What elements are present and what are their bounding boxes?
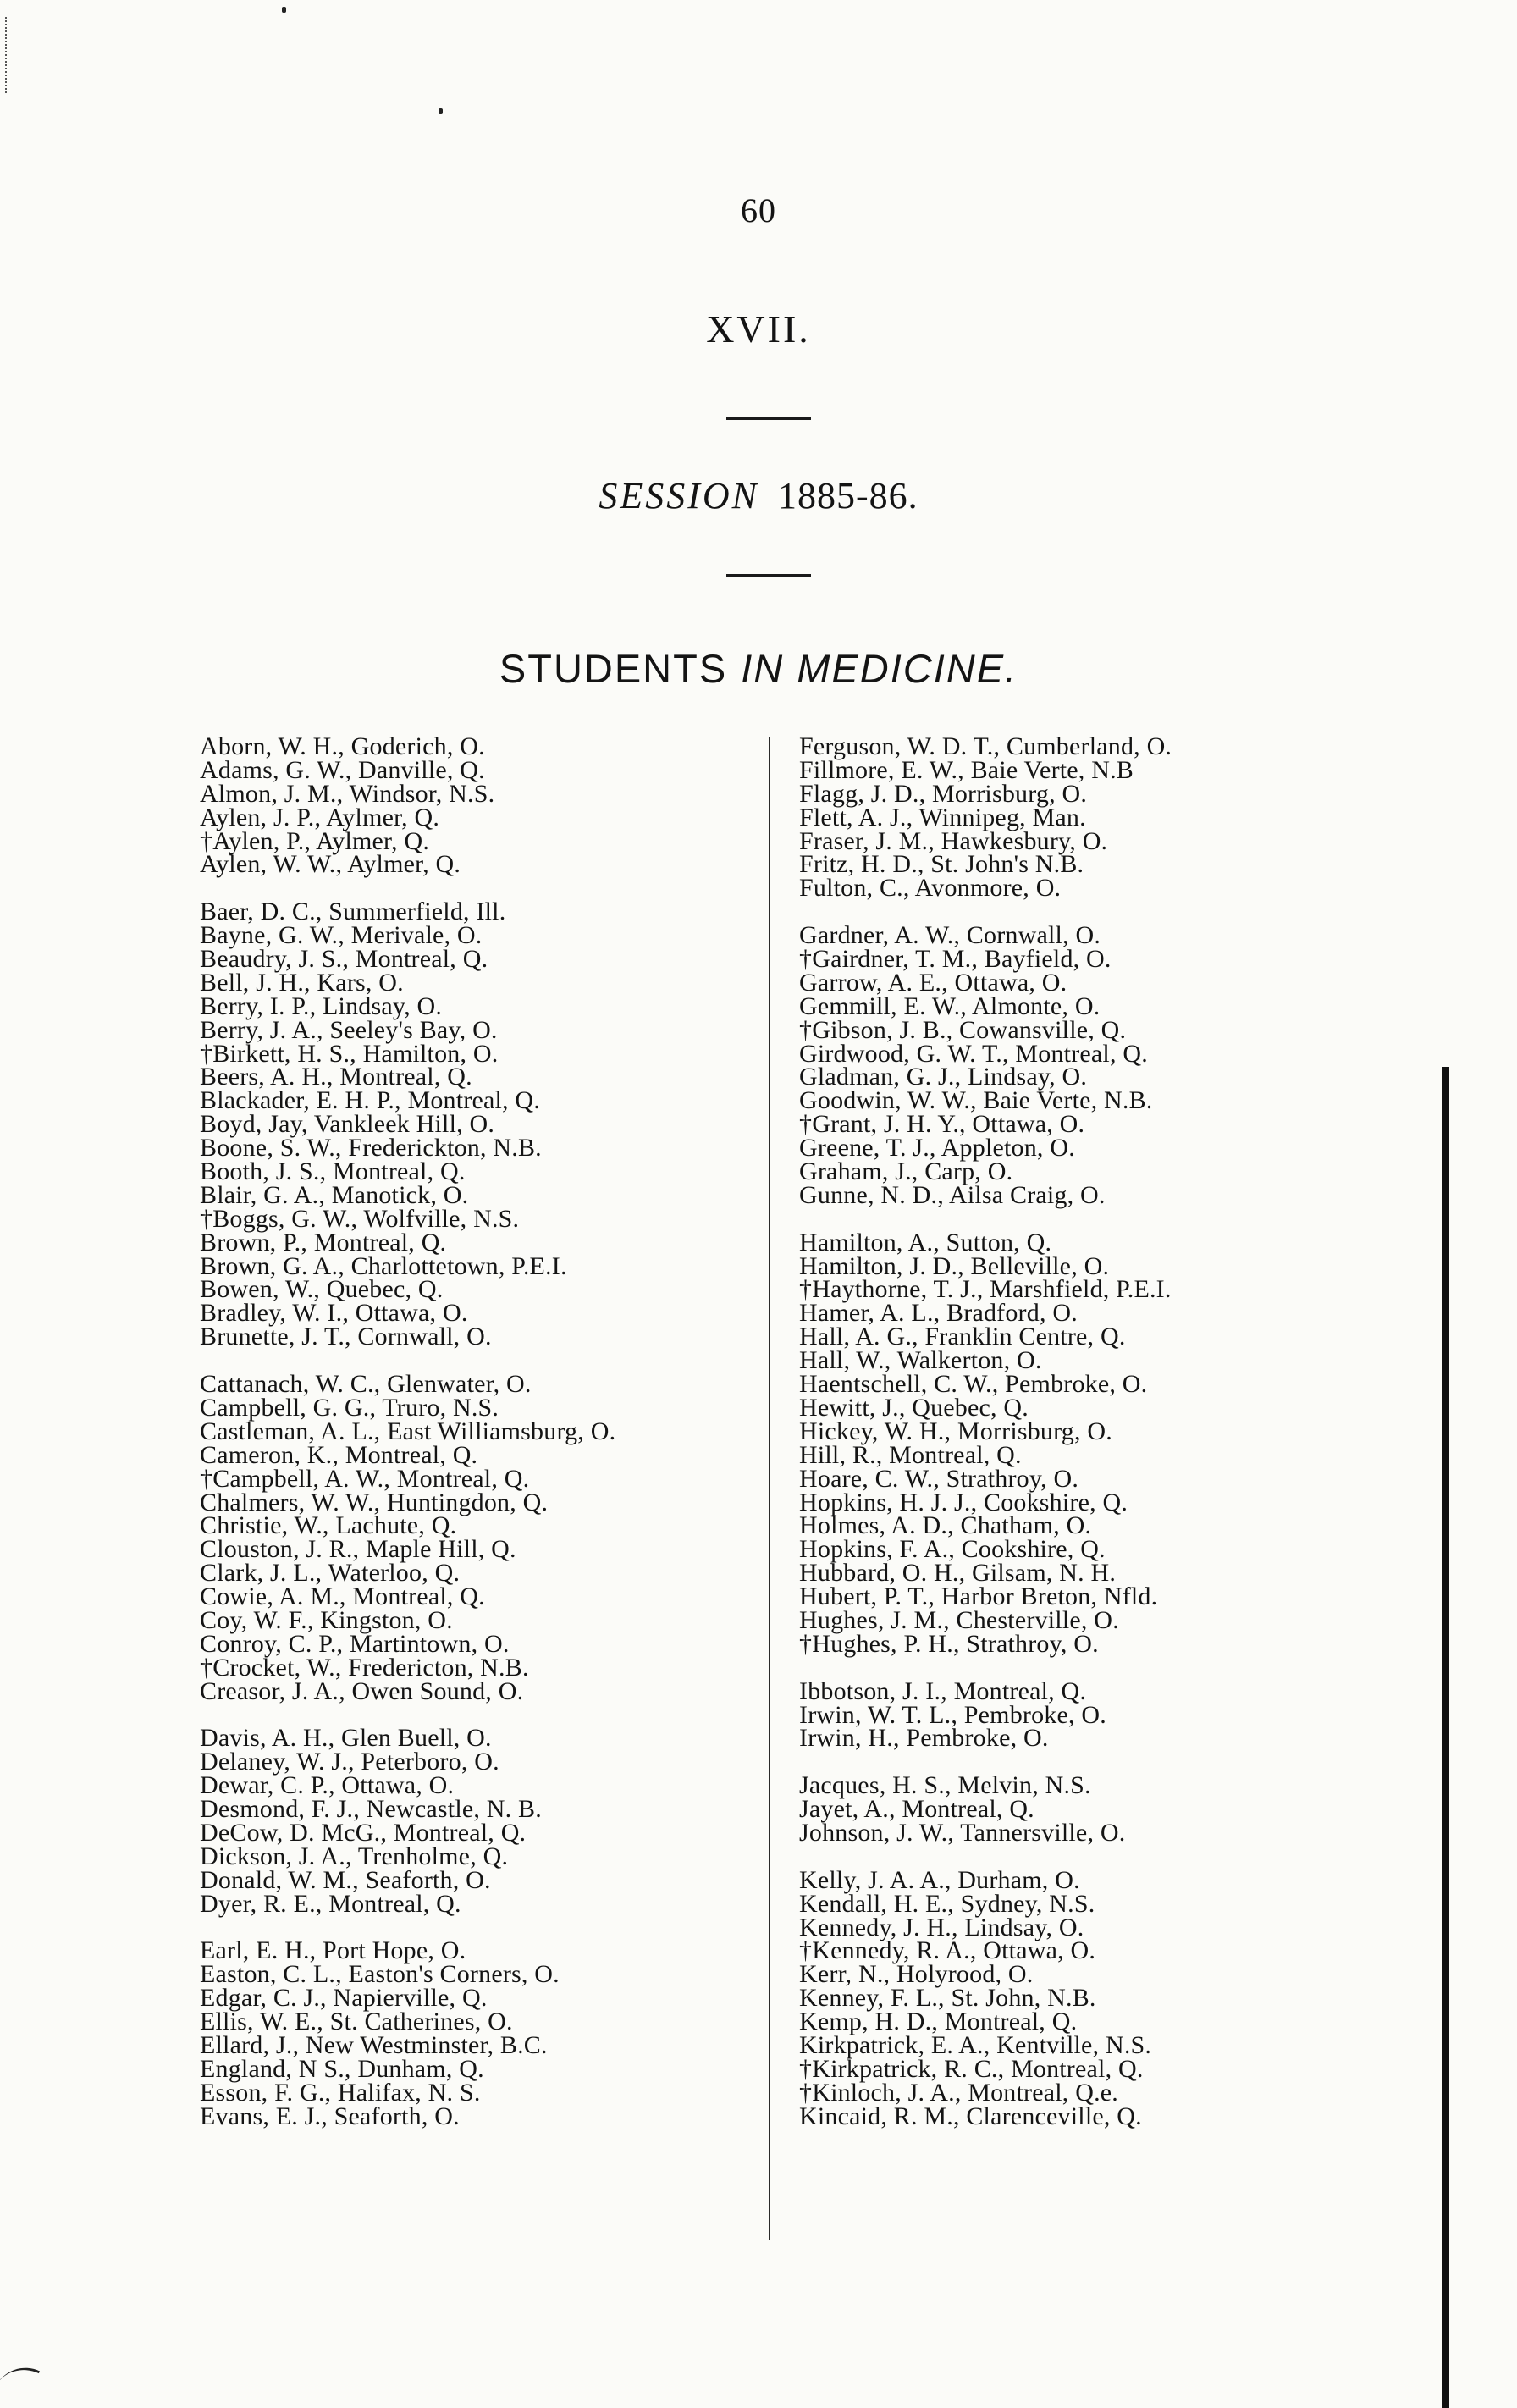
student-entry: Brown, P., Montreal, Q. [200, 1228, 447, 1256]
session-years: 1885-86. [778, 475, 918, 516]
page-heading [0, 645, 1517, 692]
section-number: XVII. [706, 307, 811, 351]
student-entry: †Kennedy, R. A., Ottawa, O. [799, 1936, 1096, 1965]
column-divider [769, 737, 770, 2240]
student-entry: Bell, J. H., Kars, O. [200, 968, 404, 997]
student-entry: †Birkett, H. S., Hamilton, O. [200, 1039, 499, 1068]
student-entry: Bradley, W. I., Ottawa, O. [200, 1299, 468, 1328]
student-entry: Desmond, F. J., Newcastle, N. B. [200, 1795, 542, 1824]
student-entry: Holmes, A. D., Chatham, O. [799, 1511, 1092, 1540]
divider-rule [726, 574, 811, 577]
student-entry: Clouston, J. R., Maple Hill, Q. [200, 1535, 516, 1564]
list-gap [200, 876, 758, 900]
student-entry: Hamer, A. L., Bradford, O. [799, 1299, 1078, 1328]
student-entry: Blackader, E. H. P., Montreal, Q. [200, 1086, 540, 1115]
student-entry: Delaney, W. J., Peterboro, O. [200, 1748, 499, 1776]
student-entry: Hubbard, O. H., Gilsam, N. H. [799, 1559, 1117, 1588]
student-entry: Brown, G. A., Charlottetown, P.E.I. [200, 1251, 567, 1280]
student-entry: Greene, T. J., Appleton, O. [799, 1134, 1075, 1163]
student-entry: Hill, R., Montreal, Q. [799, 1440, 1022, 1469]
student-entry: Blair, G. A., Manotick, O. [200, 1180, 469, 1209]
corner-mark [0, 2357, 40, 2405]
student-entry: Graham, J., Carp, O. [799, 1157, 1013, 1186]
student-entry: Kennedy, J. H., Lindsay, O. [799, 1913, 1084, 1941]
student-entry: Hoare, C. W., Strathroy, O. [799, 1464, 1079, 1493]
student-entry: †Haythorne, T. J., Marshfield, P.E.I. [799, 1275, 1172, 1304]
student-entry: DeCow, D. McG., Montreal, Q. [200, 1818, 527, 1847]
student-entry: Flagg, J. D., Morrisburg, O. [799, 779, 1088, 808]
list-gap [200, 1349, 758, 1372]
student-entry: Easton, C. L., Easton's Corners, O. [200, 1960, 560, 1989]
student-entry: Gemmill, E. W., Almonte, O. [799, 991, 1101, 1020]
student-entry: Hopkins, F. A., Cookshire, Q. [799, 1535, 1106, 1564]
list-gap [799, 1750, 1409, 1774]
student-entry: Gladman, G. J., Lindsay, O. [799, 1063, 1088, 1091]
student-entry: Clark, J. L., Waterloo, Q. [200, 1559, 461, 1588]
page-edge-shadow [1442, 1067, 1449, 2408]
student-entry: Kirkpatrick, E. A., Kentville, N.S. [799, 2030, 1152, 2059]
student-entry: Gardner, A. W., Cornwall, O. [799, 921, 1101, 950]
student-entry: Flett, A. J., Winnipeg, Man. [799, 803, 1086, 831]
student-entry: Haentschell, C. W., Pembroke, O. [799, 1370, 1148, 1399]
list-gap [200, 1916, 758, 1940]
student-entry: Fillmore, E. W., Baie Verte, N.B [799, 755, 1134, 784]
student-entry: Hall, W., Walkerton, O. [799, 1346, 1042, 1375]
list-gap [200, 1704, 758, 1727]
list-gap [799, 900, 1409, 924]
student-entry: †Gairdner, T. M., Bayfield, O. [799, 945, 1112, 974]
student-entry: Conroy, C. P., Martintown, O. [200, 1629, 510, 1658]
margin-dots [5, 17, 8, 93]
student-entry: Castleman, A. L., East Williamsburg, O. [200, 1417, 616, 1445]
student-entry: Beaudry, J. S., Montreal, Q. [200, 945, 488, 974]
student-entry: Almon, J. M., Windsor, N.S. [200, 779, 495, 808]
student-entry: Evans, E. J., Seaforth, O. [200, 2101, 460, 2130]
student-entry: Jacques, H. S., Melvin, N.S. [799, 1771, 1091, 1800]
student-entry: England, N S., Dunham, Q. [200, 2054, 484, 2083]
student-entry: Earl, E. H., Port Hope, O. [200, 1936, 466, 1965]
student-entry: †Boggs, G. W., Wolfville, N.S. [200, 1204, 520, 1233]
list-gap [799, 1656, 1409, 1680]
student-entry: Aylen, J. P., Aylmer, Q. [200, 803, 440, 831]
student-entry: Fulton, C., Avonmore, O. [799, 874, 1062, 903]
student-entry: Esson, F. G., Halifax, N. S. [200, 2078, 481, 2107]
student-entry: Goodwin, W. W., Baie Verte, N.B. [799, 1086, 1153, 1115]
student-entry: Hamilton, J. D., Belleville, O. [799, 1251, 1110, 1280]
student-entry: Boyd, Jay, Vankleek Hill, O. [200, 1110, 495, 1139]
student-entry: Fraser, J. M., Hawkesbury, O. [799, 826, 1108, 855]
student-entry: Garrow, A. E., Ottawa, O. [799, 968, 1067, 997]
student-entry: Hopkins, H. J. J., Cookshire, Q. [799, 1488, 1128, 1516]
student-entry: Christie, W., Lachute, Q. [200, 1511, 457, 1540]
student-entry: Cowie, A. M., Montreal, Q. [200, 1582, 485, 1611]
student-entry: †Aylen, P., Aylmer, Q. [200, 826, 430, 855]
student-entry: Booth, J. S., Montreal, Q. [200, 1157, 466, 1186]
student-entry: Johnson, J. W., Tannersville, O. [799, 1818, 1126, 1847]
student-entry: Beers, A. H., Montreal, Q. [200, 1063, 472, 1091]
student-entry: Ellard, J., New Westminster, B.C. [200, 2030, 548, 2059]
student-entry: Donald, W. M., Seaforth, O. [200, 1865, 491, 1894]
student-entry: Edgar, C. J., Napierville, Q. [200, 1984, 488, 2013]
page-number: 60 [741, 191, 776, 229]
student-entry: †Campbell, A. W., Montreal, Q. [200, 1464, 530, 1493]
student-entry: Berry, J. A., Seeley's Bay, O. [200, 1015, 498, 1044]
student-entry: Kenney, F. L., St. John, N.B. [799, 1984, 1096, 2013]
student-entry: Hughes, J. M., Chesterville, O. [799, 1605, 1119, 1634]
session-title [0, 474, 1517, 517]
student-entry: Aylen, W. W., Aylmer, Q. [200, 850, 461, 879]
student-entry: Bayne, G. W., Merivale, O. [200, 921, 483, 950]
student-entry: Campbell, G. G., Truro, N.S. [200, 1393, 499, 1422]
student-entry: Kincaid, R. M., Clarenceville, Q. [799, 2101, 1142, 2130]
student-entry: Brunette, J. T., Cornwall, O. [200, 1323, 492, 1351]
student-entry: Creasor, J. A., Owen Sound, O. [200, 1676, 524, 1705]
student-entry: Coy, W. F., Kingston, O. [200, 1605, 453, 1634]
student-entry: Hall, A. G., Franklin Centre, Q. [799, 1323, 1126, 1351]
student-entry: †Gibson, J. B., Cowansville, Q. [799, 1015, 1127, 1044]
ink-speck [439, 108, 443, 114]
student-entry: Fritz, H. D., St. John's N.B. [799, 850, 1084, 879]
student-entry: †Grant, J. H. Y., Ottawa, O. [799, 1110, 1085, 1139]
student-entry: Cattanach, W. C., Glenwater, O. [200, 1370, 532, 1399]
student-entry: Kelly, J. A. A., Durham, O. [799, 1865, 1080, 1894]
ink-speck [282, 7, 286, 13]
student-list-left [200, 732, 758, 2130]
student-entry: Girdwood, G. W. T., Montreal, Q. [799, 1039, 1148, 1068]
student-entry: Dickson, J. A., Trenholme, Q. [200, 1842, 509, 1870]
list-gap [799, 1207, 1409, 1231]
student-entry: Ellis, W. E., St. Catherines, O. [200, 2008, 513, 2036]
student-entry: Irwin, H., Pembroke, O. [799, 1724, 1049, 1753]
student-entry: Boone, S. W., Frederickton, N.B. [200, 1134, 542, 1163]
student-entry: Kendall, H. E., Sydney, N.S. [799, 1889, 1095, 1918]
student-entry: Dyer, R. E., Montreal, Q. [200, 1889, 461, 1918]
student-entry: Irwin, W. T. L., Pembroke, O. [799, 1700, 1106, 1729]
list-gap [799, 1845, 1409, 1869]
divider-rule [726, 417, 811, 420]
session-word: SESSION [599, 475, 759, 516]
student-entry: Cameron, K., Montreal, Q. [200, 1440, 478, 1469]
student-entry: Hubert, P. T., Harbor Breton, Nfld. [799, 1582, 1158, 1611]
student-entry: †Hughes, P. H., Strathroy, O. [799, 1629, 1099, 1658]
student-entry: †Kinloch, J. A., Montreal, Q.e. [799, 2078, 1118, 2107]
student-entry: Hamilton, A., Sutton, Q. [799, 1228, 1052, 1256]
student-entry: Adams, G. W., Danville, Q. [200, 755, 485, 784]
student-entry: Berry, I. P., Lindsay, O. [200, 991, 443, 1020]
student-entry: Hewitt, J., Quebec, Q. [799, 1393, 1029, 1422]
student-entry: †Crocket, W., Fredericton, N.B. [200, 1653, 529, 1682]
student-entry: Chalmers, W. W., Huntingdon, Q. [200, 1488, 549, 1516]
student-entry: Dewar, C. P., Ottawa, O. [200, 1771, 455, 1800]
student-entry: Baer, D. C., Summerfield, Ill. [200, 897, 506, 926]
heading-in-medicine: IN MEDICINE. [741, 646, 1018, 691]
student-entry: Bowen, W., Quebec, Q. [200, 1275, 444, 1304]
student-entry: Davis, A. H., Glen Buell, O. [200, 1724, 492, 1753]
student-list-right [799, 732, 1409, 2130]
student-entry: Ibbotson, J. I., Montreal, Q. [799, 1676, 1087, 1705]
student-entry: Hickey, W. H., Morrisburg, O. [799, 1417, 1112, 1445]
student-entry: †Kirkpatrick, R. C., Montreal, Q. [799, 2054, 1144, 2083]
student-entry: Gunne, N. D., Ailsa Craig, O. [799, 1180, 1106, 1209]
student-entry: Jayet, A., Montreal, Q. [799, 1795, 1034, 1824]
student-entry: Kerr, N., Holyrood, O. [799, 1960, 1034, 1989]
student-entry: Ferguson, W. D. T., Cumberland, O. [799, 732, 1172, 760]
student-entry: Kemp, H. D., Montreal, Q. [799, 2008, 1078, 2036]
heading-students: STUDENTS [499, 646, 728, 691]
student-entry: Aborn, W. H., Goderich, O. [200, 732, 485, 760]
